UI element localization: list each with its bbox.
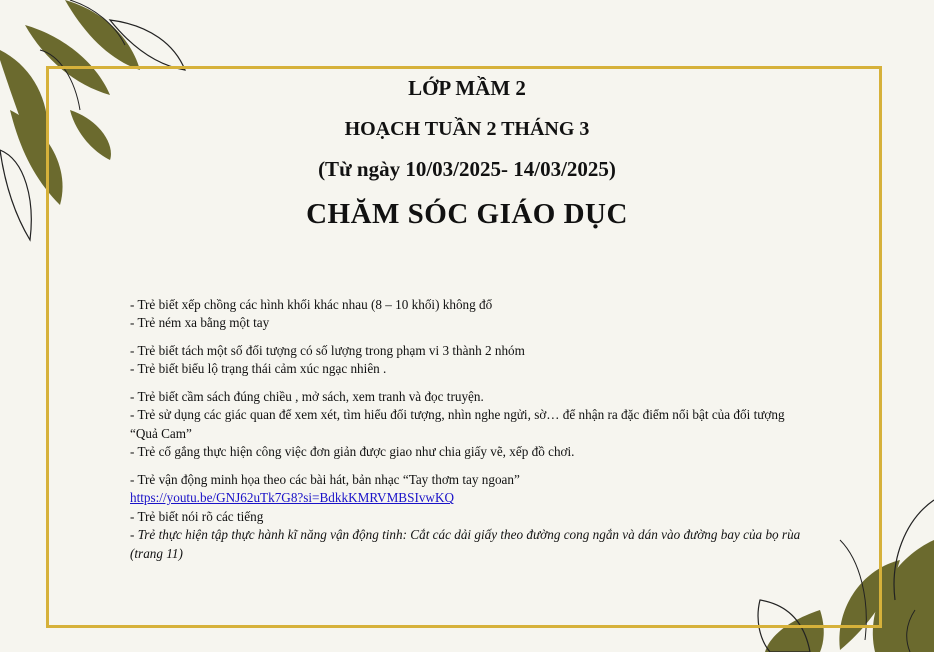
list-item: - Trẻ vận động minh họa theo các bài hát, bản nhạc “Tay thơm tay ngoan” xyxy=(130,471,520,487)
list-item: - Trẻ biết xếp chồng các hình khối khác nhau (8 – 10 khối) không đổ xyxy=(130,297,493,312)
class-name: LỚP MẦM 2 xyxy=(408,76,526,100)
list-item: - Trẻ ném xa bằng một tay xyxy=(130,315,270,331)
section-title: CHĂM SÓC GIÁO DỤC xyxy=(306,198,628,230)
plan-title: HOẠCH TUẦN 2 THÁNG 3 xyxy=(344,118,590,140)
list-item: - Trẻ cố gắng thực hiện công việc đơn giản được giao như chia giấy vẽ, xếp đồ chơi. xyxy=(130,444,575,460)
date-range: (Từ ngày 10/03/2025- 14/03/2025) xyxy=(318,157,616,181)
list-item: - Trẻ thực hiện tập thực hành kĩ năng vận động tinh: Cắt các dải giấy theo đường cong ngắn và dán vào đường bay của bọ rùa (trang 11) xyxy=(130,527,801,561)
list-item: - Trẻ biết cầm sách đúng chiều , mở sách, xem tranh và đọc truyện. xyxy=(130,388,484,404)
list-item: - Trẻ biết nói rõ các tiếng xyxy=(130,508,264,524)
list-item: - Trẻ biết tách một số đối tượng có số lượng trong phạm vi 3 thành 2 nhóm xyxy=(130,342,525,358)
list-item: - Trẻ sử dụng các giác quan để xem xét, tìm hiểu đối tượng, nhìn nghe ngửi, sờ… để nhận ra đặc điểm nổi bật của đối tượng “Quả Cam” xyxy=(130,407,785,441)
list-item: - Trẻ biết biểu lộ trạng thái cảm xúc ngạc nhiên . xyxy=(130,361,387,377)
objective-list xyxy=(130,296,810,563)
video-link[interactable]: https://youtu.be/GNJ62uTk7G8?si=BdkkKMRVMBSIvwKQ xyxy=(130,490,454,506)
